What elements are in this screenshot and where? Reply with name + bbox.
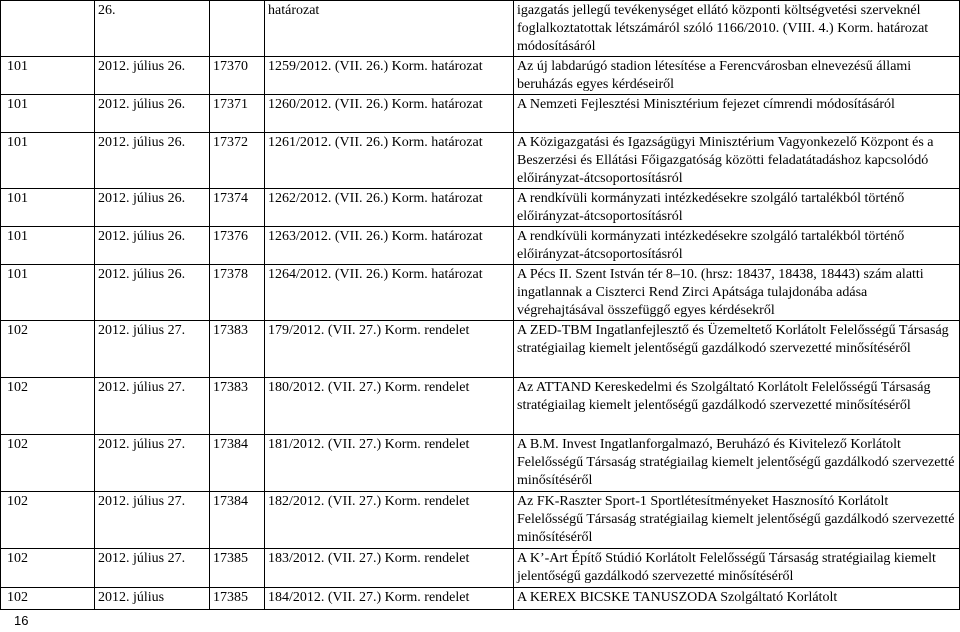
row-subject: Az ATTAND Kereskedelmi és Szolgáltató Korlátolt Felelősségű Társaság stratégiailag kiemelt jelentőségű gazdálkodó szervezetté minősítéséről <box>514 378 960 435</box>
row-id: 17372 <box>210 133 265 189</box>
row-act: 1264/2012. (VII. 26.) Korm. határozat <box>265 265 514 321</box>
row-id: 17383 <box>210 378 265 435</box>
table-row <box>1 435 960 492</box>
row-act: 1263/2012. (VII. 26.) Korm. határozat <box>265 227 514 265</box>
row-subject: A rendkívüli kormányzati intézkedésekre szolgáló tartalékból történő előirányzat-átcsoportosításról <box>514 227 960 265</box>
row-subject: A B.M. Invest Ingatlanforgalmazó, Beruházó és Kivitelező Korlátolt Felelősségű Társaság stratégiailag kiemelt jelentőségű gazdálkodó szervezetté minősítéséről <box>514 435 960 492</box>
row-date: 2012. július 27. <box>95 435 210 492</box>
row-subject: A Nemzeti Fejlesztési Minisztérium fejezet címrendi módosításáról <box>514 95 960 133</box>
row-act: 183/2012. (VII. 27.) Korm. rendelet <box>265 549 514 588</box>
row-id: 17383 <box>210 321 265 378</box>
row-date: 2012. július 26. <box>95 133 210 189</box>
row-date: 2012. július <box>95 588 210 610</box>
row-act: 180/2012. (VII. 27.) Korm. rendelet <box>265 378 514 435</box>
row-date: 2012. július 27. <box>95 378 210 435</box>
row-date: 2012. július 26. <box>95 265 210 321</box>
row-number: 102 <box>1 378 95 435</box>
row-subject: A K’-Art Építő Stúdió Korlátolt Felelősségű Társaság stratégiailag kiemelt jelentőségű gazdálkodó szervezetté minősítéséről <box>514 549 960 588</box>
row-id: 17385 <box>210 588 265 610</box>
row-number: 101 <box>1 57 95 95</box>
row-date: 2012. július 27. <box>95 492 210 549</box>
row-number: 101 <box>1 189 95 227</box>
table-row <box>1 133 960 189</box>
row-act: 181/2012. (VII. 27.) Korm. rendelet <box>265 435 514 492</box>
row-number: 102 <box>1 549 95 588</box>
row-date: 26. <box>95 1 210 57</box>
row-number: 101 <box>1 133 95 189</box>
row-id: 17370 <box>210 57 265 95</box>
table-row <box>1 57 960 95</box>
table-row <box>1 189 960 227</box>
row-date: 2012. július 26. <box>95 227 210 265</box>
row-id: 17374 <box>210 189 265 227</box>
row-id: 17376 <box>210 227 265 265</box>
row-subject: A Közigazgatási és Igazságügyi Minisztérium Vagyonkezelő Központ és a Beszerzési és Ellátási Főigazgatóság közötti feladatátadáshoz kapcsolódó előirányzat-átcsoportosításról <box>514 133 960 189</box>
table-row <box>1 1 960 57</box>
row-number: 102 <box>1 321 95 378</box>
page-number: 16 <box>14 613 29 628</box>
row-number: 101 <box>1 265 95 321</box>
row-number: 102 <box>1 435 95 492</box>
table-row <box>1 321 960 378</box>
row-act: határozat <box>265 1 514 57</box>
row-subject: A KEREX BICSKE TANUSZODA Szolgáltató Korlátolt <box>514 588 960 610</box>
row-id: 17378 <box>210 265 265 321</box>
row-id <box>210 1 265 57</box>
row-number: 102 <box>1 492 95 549</box>
row-date: 2012. július 27. <box>95 321 210 378</box>
table-row <box>1 378 960 435</box>
row-subject: Az új labdarúgó stadion létesítése a Ferencvárosban elnevezésű állami beruházás egyes kérdéseiről <box>514 57 960 95</box>
row-id: 17384 <box>210 435 265 492</box>
row-subject: A rendkívüli kormányzati intézkedésekre szolgáló tartalékból történő előirányzat-átcsoportosításról <box>514 189 960 227</box>
row-date: 2012. július 27. <box>95 549 210 588</box>
legislation-table-body <box>1 1 960 610</box>
row-date: 2012. július 26. <box>95 57 210 95</box>
row-id: 17385 <box>210 549 265 588</box>
row-number: 102 <box>1 588 95 610</box>
row-date: 2012. július 26. <box>95 95 210 133</box>
row-act: 1260/2012. (VII. 26.) Korm. határozat <box>265 95 514 133</box>
table-row <box>1 492 960 549</box>
row-number: 101 <box>1 95 95 133</box>
row-subject: igazgatás jellegű tevékenységet ellátó központi költségvetési szerveknél foglalkoztatottak létszámáról szóló 1166/2010. (VIII. 4.) Korm. határozat módosításáról <box>514 1 960 57</box>
row-date: 2012. július 26. <box>95 189 210 227</box>
row-number: 101 <box>1 227 95 265</box>
row-act: 1259/2012. (VII. 26.) Korm. határozat <box>265 57 514 95</box>
row-id: 17371 <box>210 95 265 133</box>
row-number <box>1 1 95 57</box>
row-subject: Az FK-Raszter Sport-1 Sportlétesítményeket Hasznosító Korlátolt Felelősségű Társaság stratégiailag kiemelt jelentőségű gazdálkodó szervezetté minősítéséről <box>514 492 960 549</box>
row-subject: A Pécs II. Szent István tér 8–10. (hrsz: 18437, 18438, 18443) szám alatti ingatlannak a Ciszterci Rend Zirci Apátsága tulajdonába adása végrehajtásával összefüggő egyes kérdésekről <box>514 265 960 321</box>
row-subject: A ZED-TBM Ingatlanfejlesztő és Üzemeltető Korlátolt Felelősségű Társaság stratégiailag kiemelt jelentőségű gazdálkodó szervezetté minősítéséről <box>514 321 960 378</box>
row-id: 17384 <box>210 492 265 549</box>
row-act: 1261/2012. (VII. 26.) Korm. határozat <box>265 133 514 189</box>
table-row <box>1 227 960 265</box>
table-row <box>1 265 960 321</box>
table-row <box>1 95 960 133</box>
table-row <box>1 549 960 588</box>
row-act: 182/2012. (VII. 27.) Korm. rendelet <box>265 492 514 549</box>
row-act: 184/2012. (VII. 27.) Korm. rendelet <box>265 588 514 610</box>
row-act: 179/2012. (VII. 27.) Korm. rendelet <box>265 321 514 378</box>
table-row <box>1 588 960 610</box>
row-act: 1262/2012. (VII. 26.) Korm. határozat <box>265 189 514 227</box>
